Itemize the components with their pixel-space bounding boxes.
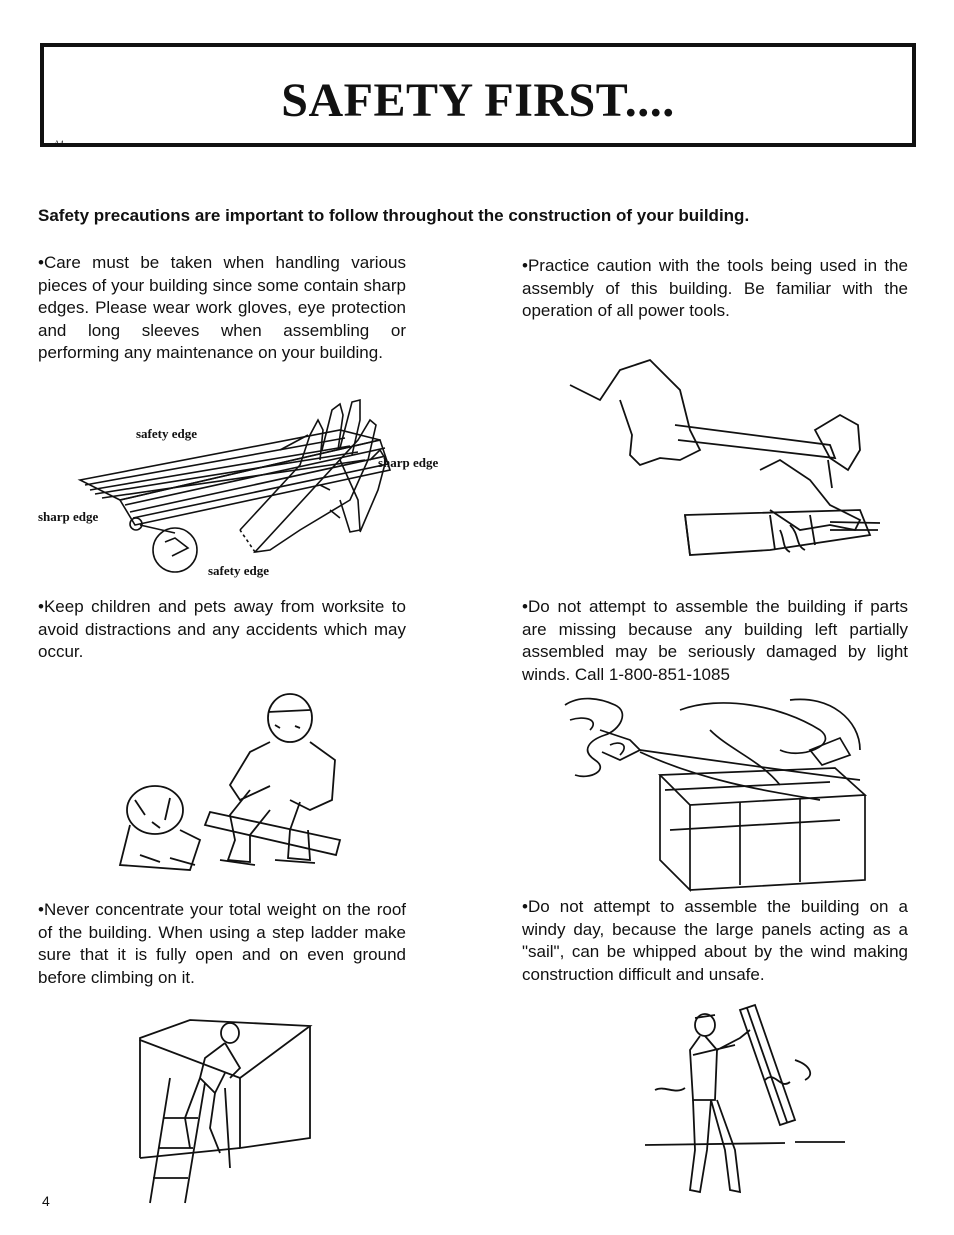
sharp-edge-label-left: sharp edge bbox=[38, 509, 99, 524]
page-code: A4 bbox=[54, 139, 64, 148]
ladder-illustration bbox=[130, 1018, 330, 1210]
panel-wind-illustration bbox=[645, 1000, 845, 1210]
wind-building-illustration bbox=[560, 690, 900, 895]
weight-paragraph: •Never concentrate your total weight on the roof of the building. When using a step ladder make sure that it is fully open and on even ground before climbing on it. bbox=[38, 900, 406, 987]
safety-edge-label-top: safety edge bbox=[136, 426, 198, 441]
sharp-edge-label-right: sharp edge bbox=[378, 455, 439, 470]
gloves-panel-illustration bbox=[40, 390, 460, 585]
safety-edge-label-bottom: safety edge bbox=[208, 563, 270, 578]
title-box bbox=[40, 43, 916, 147]
tools-paragraph: •Practice caution with the tools being used in the assembly of this building. Be familiar with the operation of all power tools. bbox=[522, 256, 908, 321]
children-paragraph: •Keep children and pets away from worksite to avoid distractions and any accidents which may occur. bbox=[38, 597, 406, 662]
missing-parts-paragraph: •Do not attempt to assemble the building if parts are missing because any building left partially assembled may be seriously damaged by light winds. Call 1-800-851-1085 bbox=[522, 597, 908, 684]
page-number: 4 bbox=[42, 1193, 50, 1209]
handling-paragraph: •Care must be taken when handling various pieces of your building since some contain sharp edges. Please wear work gloves, eye protection and long sleeves when assembling or performing any maintenance on your building. bbox=[38, 253, 406, 363]
child-dog-illustration bbox=[110, 690, 350, 880]
intro-text: Safety precautions are important to follow throughout the construction of your building. bbox=[38, 206, 750, 225]
page-title: SAFETY FIRST.... bbox=[281, 74, 675, 127]
hammer-illustration bbox=[560, 340, 890, 580]
windy-paragraph: •Do not attempt to assemble the building on a windy day, because the large panels acting as a "sail", can be whipped about by the wind making construction difficult and unsafe. bbox=[522, 897, 908, 984]
